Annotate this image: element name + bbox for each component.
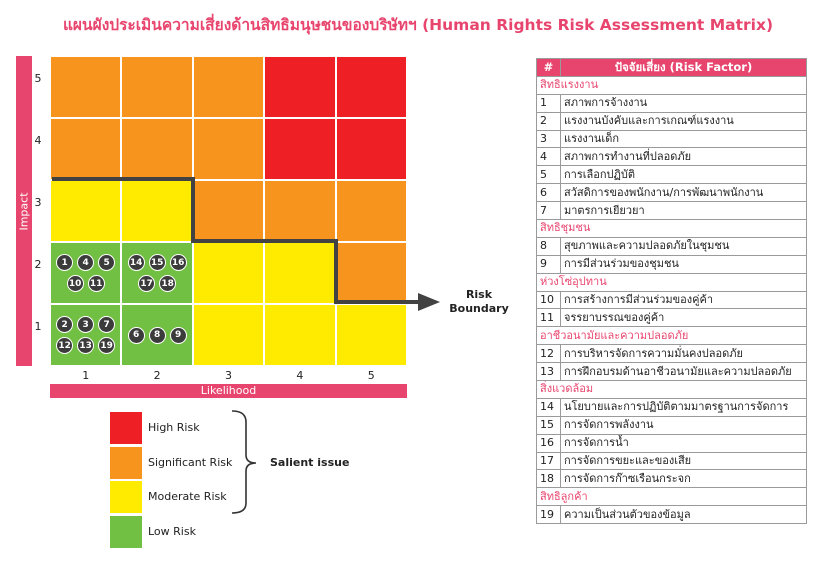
risk-marker-14: 14 <box>128 254 145 271</box>
matrix-cell-high <box>336 118 407 180</box>
risk-factor-text: สวัสดิการของพนักงาน/การพัฒนาพนักงาน <box>561 184 807 202</box>
legend-swatch <box>110 516 142 548</box>
risk-factor-number: 6 <box>537 184 561 202</box>
risk-factor-text: การสร้างการมีส่วนร่วมของคู่ค้า <box>561 291 807 309</box>
table-row <box>537 94 807 112</box>
risk-factor-number: 13 <box>537 363 561 381</box>
risk-factor-text: นโยบายและการปฏิบัติตามมาตรฐานการจัดการ <box>561 398 807 416</box>
risk-factor-text: สภาพการจ้างงาน <box>561 94 807 112</box>
matrix-cell-low <box>121 242 192 304</box>
risk-factor-number: 10 <box>537 291 561 309</box>
risk-factor-number: 2 <box>537 112 561 130</box>
legend-label: Significant Risk <box>148 455 233 469</box>
category-label: ห่วงโซ่อุปทาน <box>537 273 807 291</box>
y-axis-label-text: Impact <box>17 191 31 231</box>
risk-factor-number: 18 <box>537 470 561 488</box>
matrix-cell-high <box>264 118 335 180</box>
legend-label: High Risk <box>148 421 200 434</box>
risk-factor-text: สุขภาพและความปลอดภัยในชุมชน <box>561 237 807 255</box>
risk-factor-number: 16 <box>537 434 561 452</box>
risk-marker-12: 12 <box>56 337 73 354</box>
risk-marker-16: 16 <box>170 254 187 271</box>
table-row <box>537 184 807 202</box>
table-row <box>537 166 807 184</box>
risk-marker-15: 15 <box>149 254 166 271</box>
matrix-cell-significant <box>121 118 192 180</box>
matrix-cell-significant <box>50 118 121 180</box>
matrix-cell-moderate <box>264 304 335 366</box>
risk-factor-number: 8 <box>537 237 561 255</box>
header-num: # <box>537 59 561 77</box>
risk-marker-6: 6 <box>128 327 145 344</box>
legend-label: Moderate Risk <box>148 490 227 503</box>
table-row <box>537 363 807 381</box>
risk-factor-table <box>536 58 807 524</box>
risk-factor-number: 1 <box>537 94 561 112</box>
table-header <box>537 59 807 77</box>
risk-factor-number: 11 <box>537 309 561 327</box>
salient-issue-label: Salient issue <box>270 456 350 469</box>
category-label: สิทธิลูกค้า <box>537 488 807 506</box>
legend-swatch <box>110 481 142 513</box>
legend-label: Low Risk <box>148 524 196 538</box>
legend-swatch <box>110 447 142 479</box>
table-category-row <box>537 273 807 291</box>
matrix-cell-moderate <box>50 180 121 242</box>
risk-factor-text: การเลือกปฏิบัติ <box>561 166 807 184</box>
x-tick-label: 5 <box>367 369 375 382</box>
table-row <box>537 130 807 148</box>
risk-marker-17: 17 <box>138 275 155 292</box>
matrix-cell-low <box>50 304 121 366</box>
header-risk-factor: ปัจจัยเสี่ยง (Risk Factor) <box>561 59 807 77</box>
table-category-row <box>537 76 807 94</box>
matrix-cell-moderate <box>121 180 192 242</box>
table-category-row <box>537 327 807 345</box>
matrix-cell-significant <box>193 118 264 180</box>
table-row <box>537 309 807 327</box>
risk-marker-10: 10 <box>67 275 84 292</box>
legend-item <box>110 412 360 444</box>
risk-factor-number: 5 <box>537 166 561 184</box>
category-label: อาชีวอนามัยและความปลอดภัย <box>537 327 807 345</box>
risk-marker-2: 2 <box>56 316 73 333</box>
table-row <box>537 470 807 488</box>
table-row <box>537 506 807 524</box>
risk-marker-7: 7 <box>98 316 115 333</box>
matrix-cell-significant <box>50 56 121 118</box>
risk-factor-text: การจัดการพลังงาน <box>561 416 807 434</box>
risk-factor-number: 19 <box>537 506 561 524</box>
x-axis-label: Likelihood <box>50 384 407 398</box>
risk-boundary-label-line1: Risk <box>465 288 493 301</box>
legend-item <box>110 516 360 548</box>
category-label: สิ่งแวดล้อม <box>537 381 807 399</box>
risk-factor-text: แรงงานเด็ก <box>561 130 807 148</box>
risk-marker-5: 5 <box>98 254 115 271</box>
risk-factor-text: การจัดการน้ำ <box>561 434 807 452</box>
risk-marker-1: 1 <box>56 254 73 271</box>
matrix-cell-low <box>50 242 121 304</box>
matrix-cell-significant <box>264 180 335 242</box>
risk-marker-9: 9 <box>170 327 187 344</box>
matrix-cell-high <box>336 56 407 118</box>
risk-factor-number: 14 <box>537 398 561 416</box>
x-tick-label: 4 <box>296 369 304 382</box>
y-tick-label: 4 <box>34 134 42 147</box>
risk-factor-text: ความเป็นส่วนตัวของข้อมูล <box>561 506 807 524</box>
matrix-cell-significant <box>336 242 407 304</box>
risk-factor-text: การฝึกอบรมด้านอาชีวอนามัยและความปลอดภัย <box>561 363 807 381</box>
y-tick-label: 5 <box>34 72 42 85</box>
table-row <box>537 416 807 434</box>
risk-marker-18: 18 <box>159 275 176 292</box>
risk-marker-4: 4 <box>77 254 94 271</box>
risk-marker-11: 11 <box>88 275 105 292</box>
risk-factor-text: มาตรการเยียวยา <box>561 202 807 220</box>
x-tick-label: 2 <box>153 369 161 382</box>
page-title: แผนผังประเมินความเสี่ยงด้านสิทธิมนุษชนของบริษัทฯ (Human Rights Risk Assessment Matrix) <box>62 16 774 34</box>
risk-factor-number: 9 <box>537 255 561 273</box>
risk-factor-number: 7 <box>537 202 561 220</box>
matrix-cell-significant <box>336 180 407 242</box>
legend-swatch <box>110 412 142 444</box>
table-row <box>537 434 807 452</box>
category-label: สิทธิแรงงาน <box>537 76 807 94</box>
risk-boundary-arrow <box>418 293 440 311</box>
risk-marker-19: 19 <box>98 337 115 354</box>
category-label: สิทธิชุมชน <box>537 220 807 238</box>
x-tick-label: 3 <box>225 369 232 382</box>
risk-factor-text: การบริหารจัดการความมั่นคงปลอดภัย <box>561 345 807 363</box>
risk-factor-number: 15 <box>537 416 561 434</box>
table-category-row <box>537 381 807 399</box>
risk-marker-3: 3 <box>77 316 94 333</box>
matrix-cell-moderate <box>264 242 335 304</box>
legend-item <box>110 481 360 513</box>
risk-boundary-label <box>444 288 514 316</box>
table-row <box>537 148 807 166</box>
risk-factor-number: 17 <box>537 452 561 470</box>
table-row <box>537 237 807 255</box>
table-row <box>537 452 807 470</box>
table-row <box>537 291 807 309</box>
matrix-cell-significant <box>193 56 264 118</box>
risk-factor-text: แรงงานบังคับและการเกณฑ์แรงงาน <box>561 112 807 130</box>
y-tick-label: 3 <box>34 196 42 209</box>
table-row <box>537 202 807 220</box>
risk-factor-text: การจัดการขยะและของเสีย <box>561 452 807 470</box>
y-tick-label: 2 <box>34 258 42 271</box>
x-tick-label: 1 <box>82 369 90 382</box>
risk-factor-text: สภาพการทำงานที่ปลอดภัย <box>561 148 807 166</box>
matrix-cell-moderate <box>336 304 407 366</box>
table-row <box>537 398 807 416</box>
risk-factor-number: 4 <box>537 148 561 166</box>
matrix-cell-significant <box>121 56 192 118</box>
matrix-cell-significant <box>193 180 264 242</box>
table-category-row <box>537 220 807 238</box>
risk-marker-8: 8 <box>149 327 166 344</box>
table-category-row <box>537 488 807 506</box>
table-row <box>537 112 807 130</box>
table-row <box>537 345 807 363</box>
risk-boundary-label-line2: Boundary <box>449 302 509 315</box>
risk-factor-text: การจัดการก๊าซเรือนกระจก <box>561 470 807 488</box>
matrix-cell-moderate <box>193 304 264 366</box>
risk-marker-13: 13 <box>77 337 94 354</box>
y-tick-label: 1 <box>34 320 42 333</box>
risk-factor-text: จรรยาบรรณของคู่ค้า <box>561 309 807 327</box>
table-row <box>537 255 807 273</box>
matrix-cell-high <box>264 56 335 118</box>
matrix-cell-moderate <box>193 242 264 304</box>
risk-factor-number: 12 <box>537 345 561 363</box>
risk-factor-text: การมีส่วนร่วมของชุมชน <box>561 255 807 273</box>
risk-factor-number: 3 <box>537 130 561 148</box>
